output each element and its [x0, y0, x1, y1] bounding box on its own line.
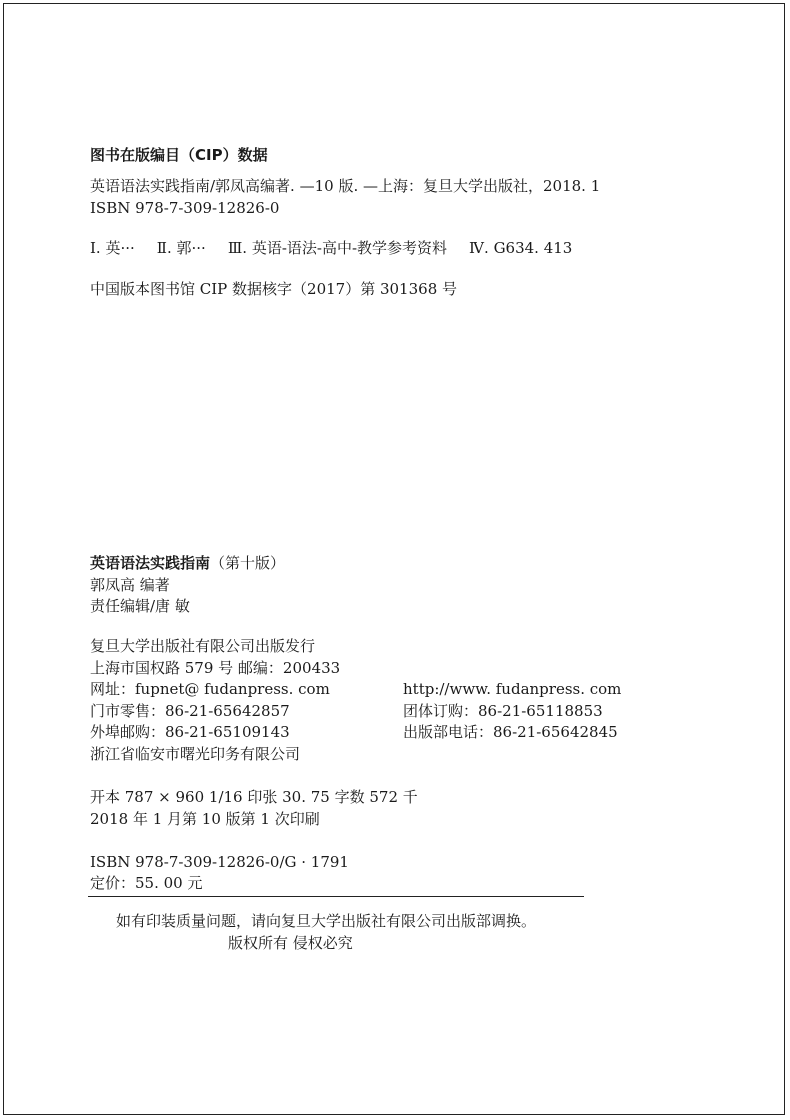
- publisher-dept-phone: 出版部电话：86-21-65642845: [403, 723, 618, 741]
- book-author: 郭凤高 编著: [90, 576, 170, 594]
- publisher-mail-phone: 外埠邮购：86-21-65109143: [90, 723, 290, 741]
- cip-citation: 英语语法实践指南/郭凤高编著. —10 版. —上海：复旦大学出版社，2018. 1: [90, 177, 601, 195]
- cip-isbn: ISBN 978-7-309-12826-0: [90, 199, 280, 217]
- isbn-code: ISBN 978-7-309-12826-0/G · 1791: [90, 853, 349, 871]
- book-title-line: [90, 554, 285, 572]
- cip-title: 图书在版编目（CIP）数据: [90, 146, 268, 164]
- publisher-email: 网址：fupnet@ fudanpress. com: [90, 680, 330, 698]
- book-printing: 2018 年 1 月第 10 版第 1 次印刷: [90, 810, 320, 828]
- publisher-name: 复旦大学出版社有限公司出版发行: [90, 637, 316, 655]
- cip-subject-1: Ⅰ. 英···: [90, 239, 135, 257]
- book-editor: 责任编辑/唐 敏: [90, 597, 190, 615]
- printer-name: 浙江省临安市曙光印务有限公司: [90, 745, 301, 763]
- publisher-phone-row-2: [90, 723, 618, 741]
- quality-notice: 如有印装质量问题，请向复旦大学出版社有限公司出版部调换。: [116, 912, 537, 930]
- cip-subject-3: Ⅲ. 英语-语法-高中-教学参考资料: [227, 239, 448, 257]
- divider-rule: [88, 896, 584, 897]
- cip-subjects: [90, 239, 572, 257]
- cip-subject-4: Ⅳ. G634. 413: [469, 239, 573, 257]
- publisher-retail-phone: 门市零售：86-21-65642857: [90, 702, 290, 720]
- book-format: 开本 787 × 960 1/16 印张 30. 75 字数 572 千: [90, 788, 418, 806]
- cip-approval: 中国版本图书馆 CIP 数据核字（2017）第 301368 号: [90, 280, 458, 298]
- publisher-phone-row-1: [90, 702, 603, 720]
- publisher-address: 上海市国权路 579 号 邮编：200433: [90, 659, 341, 677]
- cip-subject-2: Ⅱ. 郭···: [156, 239, 206, 257]
- publisher-website: http://www. fudanpress. com: [403, 680, 622, 698]
- publisher-web-row: [90, 680, 622, 698]
- book-price: 定价：55. 00 元: [90, 874, 203, 892]
- copyright-notice: 版权所有 侵权必究: [228, 934, 353, 952]
- book-title: 英语语法实践指南: [90, 554, 211, 572]
- publisher-group-phone: 团体订购：86-21-65118853: [403, 702, 603, 720]
- book-edition: （第十版）: [210, 554, 286, 572]
